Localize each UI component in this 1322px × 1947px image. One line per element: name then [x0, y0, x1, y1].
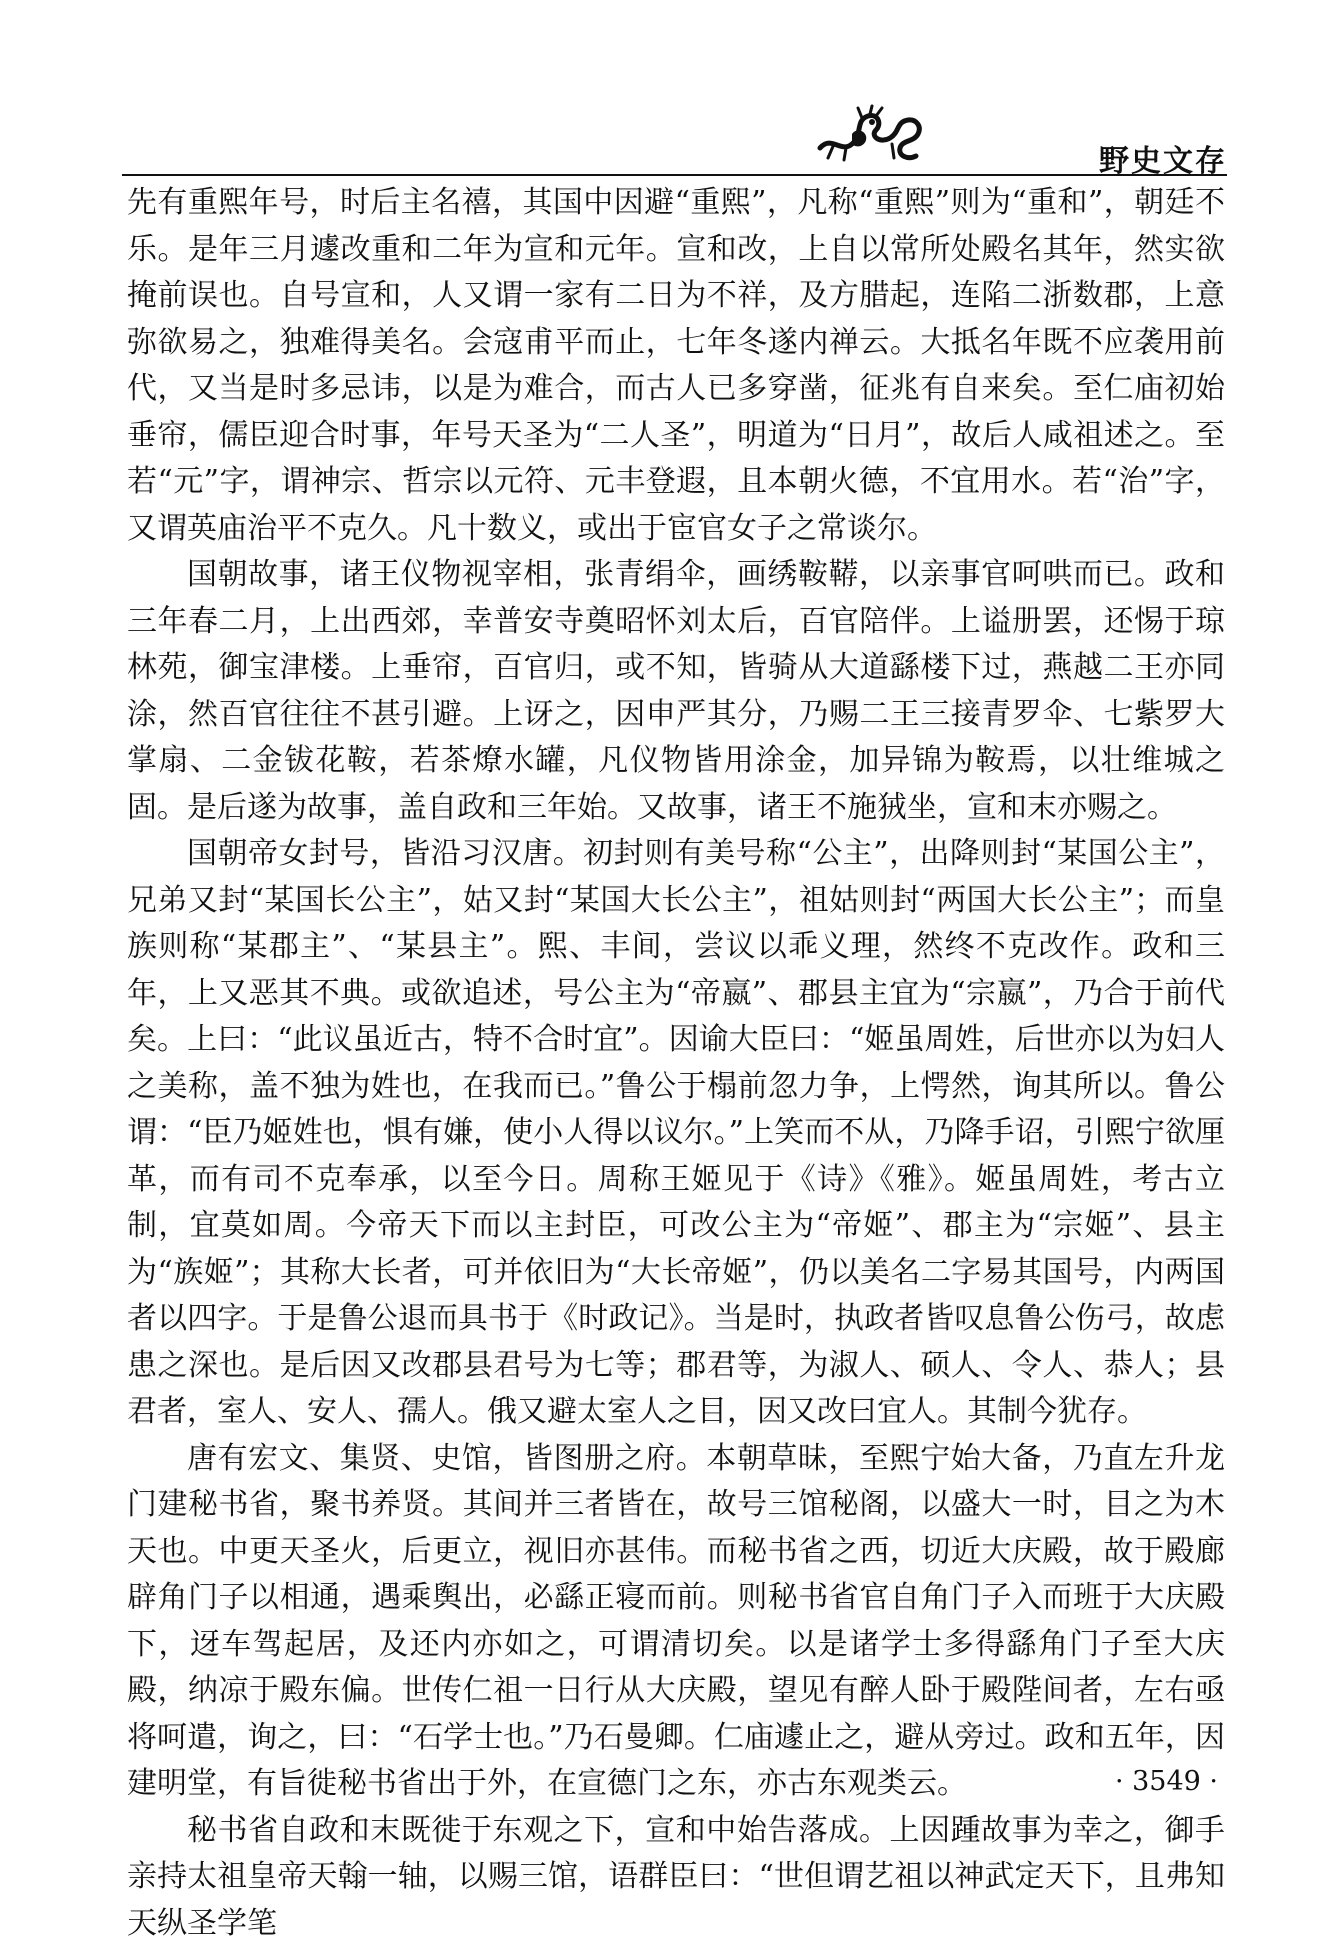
paragraph: 国朝帝女封号，皆沿习汉唐。初封则有美号称“公主”，出降则封“某国公主”，兄弟又封“某国长公主”，姑又封“某国大长公主”，祖姑则封“两国大长公主”；而皇族则称“某郡主”、“某县主”。熙、丰间，尝议以乖义理，然终不克改作。政和三年，上又恶其不典。或欲追述，号公主为“帝嬴”、郡县主宜为“宗嬴”，乃合于前代矣。上曰：“此议虽近古，特不合时宜”。因谕大臣曰：“姬虽周姓，后世亦以为妇人之美称，盖不独为姓也，在我而已。”鲁公于榻前忽力争，上愕然，询其所以。鲁公谓：“臣乃姬姓也，惧有嫌，使小人得以议尔。”上笑而不从，乃降手诏，引熙宁欲厘革，而有司不克奉承，以至今日。周称王姬见于《诗》《雅》。姬虽周姓，考古立制，宜莫如周。今帝天下而以主封臣，可改公主为“帝姬”、郡主为“宗姬”、县主为“族姬”；其称大长者，可并依旧为“大长帝姬”，仍以美名二字易其国号，内两国者以四字。于是鲁公退而具书于《时政记》。当是时，执政者皆叹息鲁公伤弓，故虑患之深也。是后因又改郡县君号为七等；郡君等，为淑人、硕人、令人、恭人；县君者，室人、安人、孺人。俄又避太室人之目，因又改曰宜人。其制今犹存。	[127, 831, 1225, 1436]
header-rule	[122, 174, 1227, 176]
paragraph: 先有重熙年号，时后主名禧，其国中因避“重熙”，凡称“重熙”则为“重和”，朝廷不乐。是年三月遽改重和二年为宣和元年。宣和改，上自以常所处殿名其年，然实欲掩前误也。自号宣和，人又谓一家有二日为不祥，及方腊起，连陷二浙数郡，上意弥欲易之，独难得美名。会寇甫平而止，七年冬遂内禅云。大抵名年既不应袭用前代，又当是时多忌讳，以是为难合，而古人已多穿凿，征兆有自来矣。至仁庙初始垂帘，儒臣迎合时事，年号天圣为“二人圣”，明道为“日月”，故后人咸祖述之。至若“元”字，谓神宗、哲宗以元符、元丰登遐，且本朝火德，不宜用水。若“治”字，又谓英庙治平不克久。凡十数义，或出于宦官女子之常谈尔。	[127, 180, 1225, 552]
page-body	[127, 180, 1225, 1947]
page-number: · 3549 ·	[1115, 1766, 1218, 1797]
dragon-emblem-icon	[812, 104, 927, 164]
running-header	[122, 100, 1227, 172]
paragraph: 唐有宏文、集贤、史馆，皆图册之府。本朝草昧，至熙宁始大备，乃直左升龙门建秘书省，聚书养贤。其间并三者皆在，故号三馆秘阁，以盛大一时，目之为木天也。中更天圣火，后更立，视旧亦甚伟。而秘书省之西，切近大庆殿，故于殿廊辟角门子以相通，遇乘舆出，必繇正寝而前。则秘书省官自角门子入而班于大庆殿下，迓车驾起居，及还内亦如之，可谓清切矣。以是诸学士多得繇角门子至大庆殿，纳凉于殿东偏。世传仁祖一日行从大庆殿，望见有醉人卧于殿陛间者，左右亟将呵遣，询之，曰：“石学士也。”乃石曼卿。仁庙遽止之，避从旁过。政和五年，因建明堂，有旨徙秘书省出于外，在宣德门之东，亦古东观类云。	[127, 1436, 1225, 1808]
paragraph: 国朝故事，诸王仪物视宰相，张青绢伞，画绣鞍鞯，以亲事官呵哄而已。政和三年春二月，上出西郊，幸普安寺奠昭怀刘太后，百官陪伴。上谥册罢，还惕于琼林苑，御宝津楼。上垂帘，百官归，或不知，皆骑从大道繇楼下过，燕越二王亦同涂，然百官往往不甚引避。上讶之，因申严其分，乃赐二王三接青罗伞、七紫罗大掌扇、二金钹花鞍，若茶燎水罐，凡仪物皆用涂金，加异锦为鞍焉，以壮维城之固。是后遂为故事，盖自政和三年始。又故事，诸王不施狨坐，宣和末亦赐之。	[127, 552, 1225, 831]
paragraph: 秘书省自政和末既徙于东观之下，宣和中始告落成。上因踵故事为幸之，御手亲持太祖皇帝天翰一轴，以赐三馆，语群臣曰：“世但谓艺祖以神武定天下，且弗知天纵圣学笔	[127, 1808, 1225, 1947]
series-title: 野史文存	[1099, 136, 1227, 180]
